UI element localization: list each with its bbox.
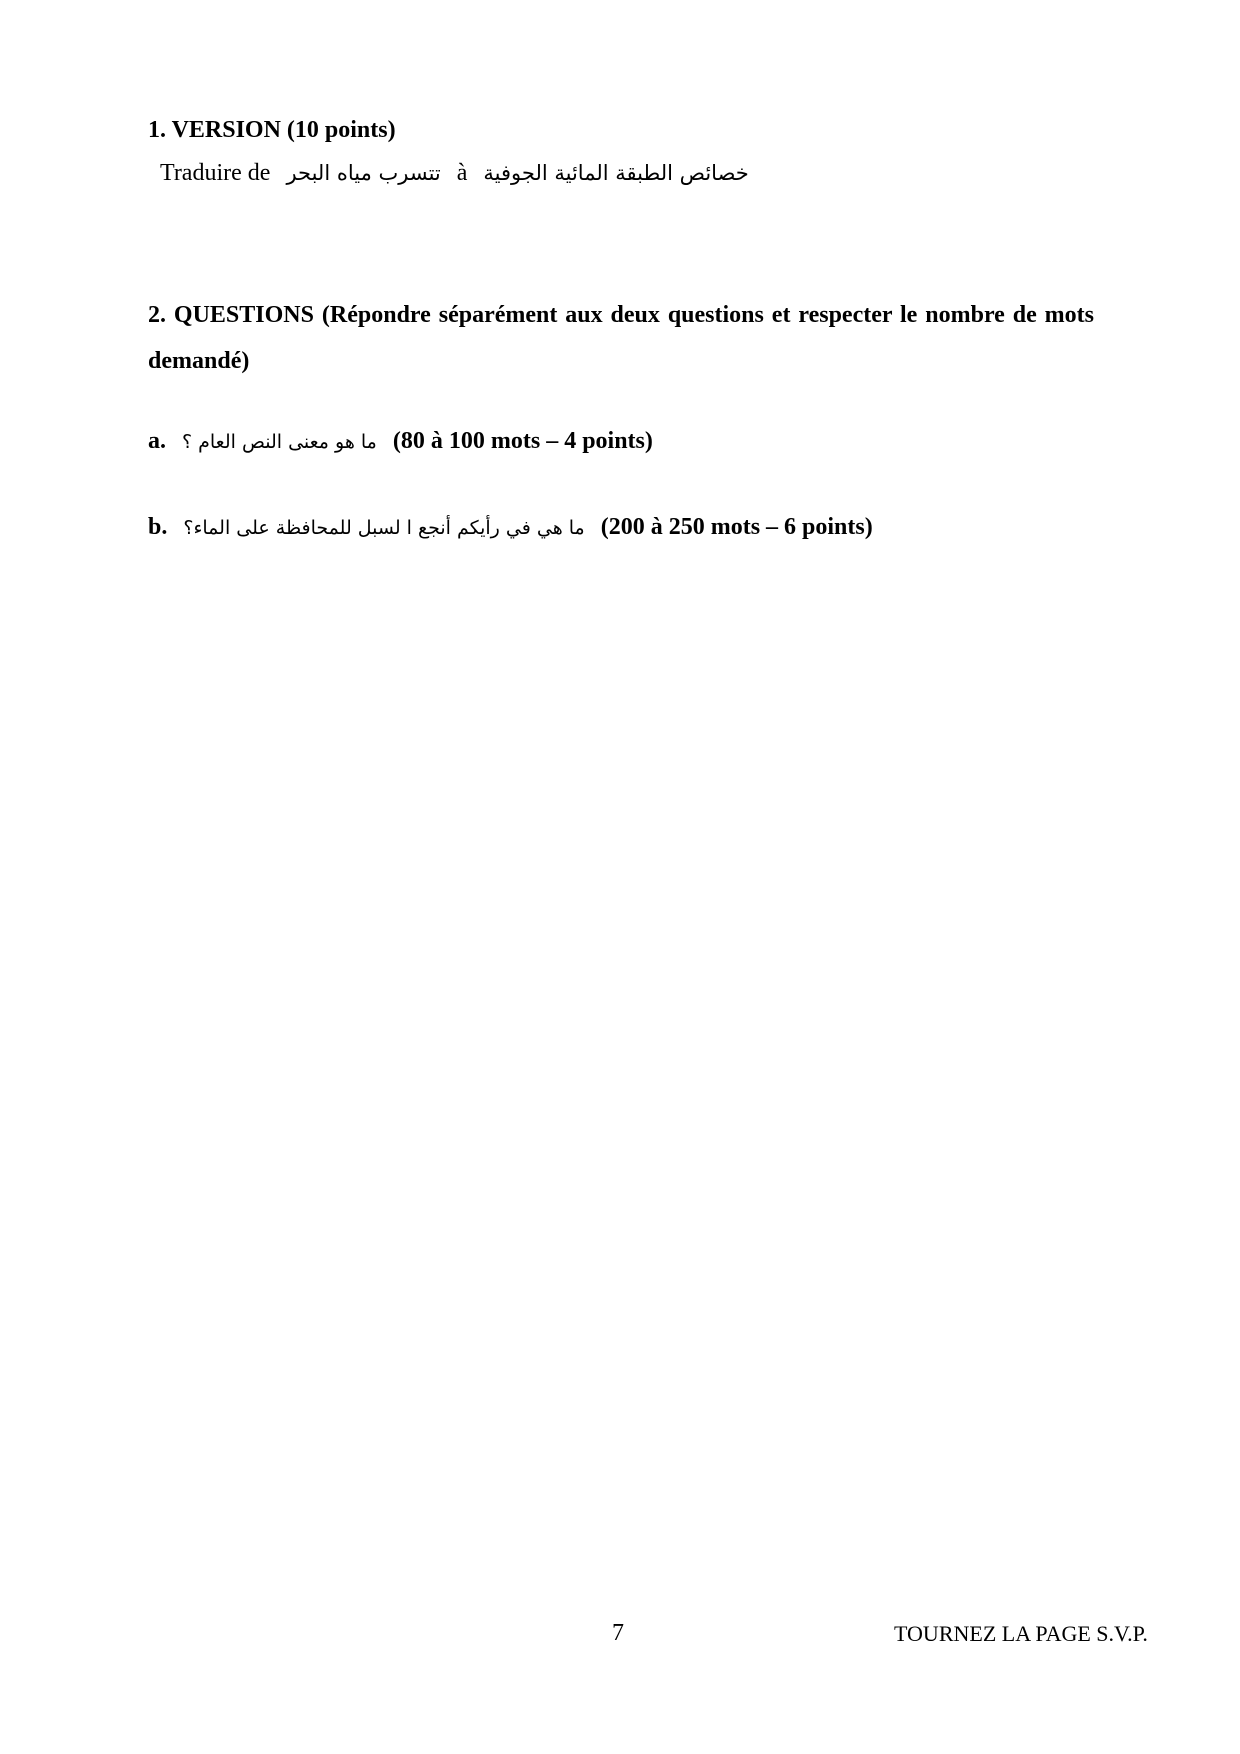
translate-connector: à [456,160,468,186]
section-questions-title: 2. QUESTIONS (Répondre séparément aux deux questions et respecter le nombre de mots demandé) [148,302,1094,374]
question-a-label: a. [148,428,166,454]
page-number: 7 [612,1620,624,1646]
question-b-text-arabic: ما هي في رأيكم أنجع ا لسبل للمحافظة على الماء؟ [183,517,585,539]
target-title-arabic: خصائص الطبقة المائية الجوفية [483,161,749,185]
section-version-title: 1. VERSION (10 points) [148,117,396,143]
turn-page-instruction: TOURNEZ LA PAGE S.V.P. [894,1621,1148,1646]
translate-prefix: Traduire de [160,160,271,186]
question-a-requirement: (80 à 100 mots – 4 points) [392,428,653,454]
question-b-label: b. [148,514,168,540]
source-title-arabic: تتسرب مياه البحر [286,161,441,185]
question-a-text-arabic: ما هو معنى النص العام ؟ [182,431,377,453]
question-a [148,428,653,455]
question-b [148,514,873,541]
question-b-requirement: (200 à 250 mots – 6 points) [600,514,873,540]
translation-instruction [160,160,749,187]
